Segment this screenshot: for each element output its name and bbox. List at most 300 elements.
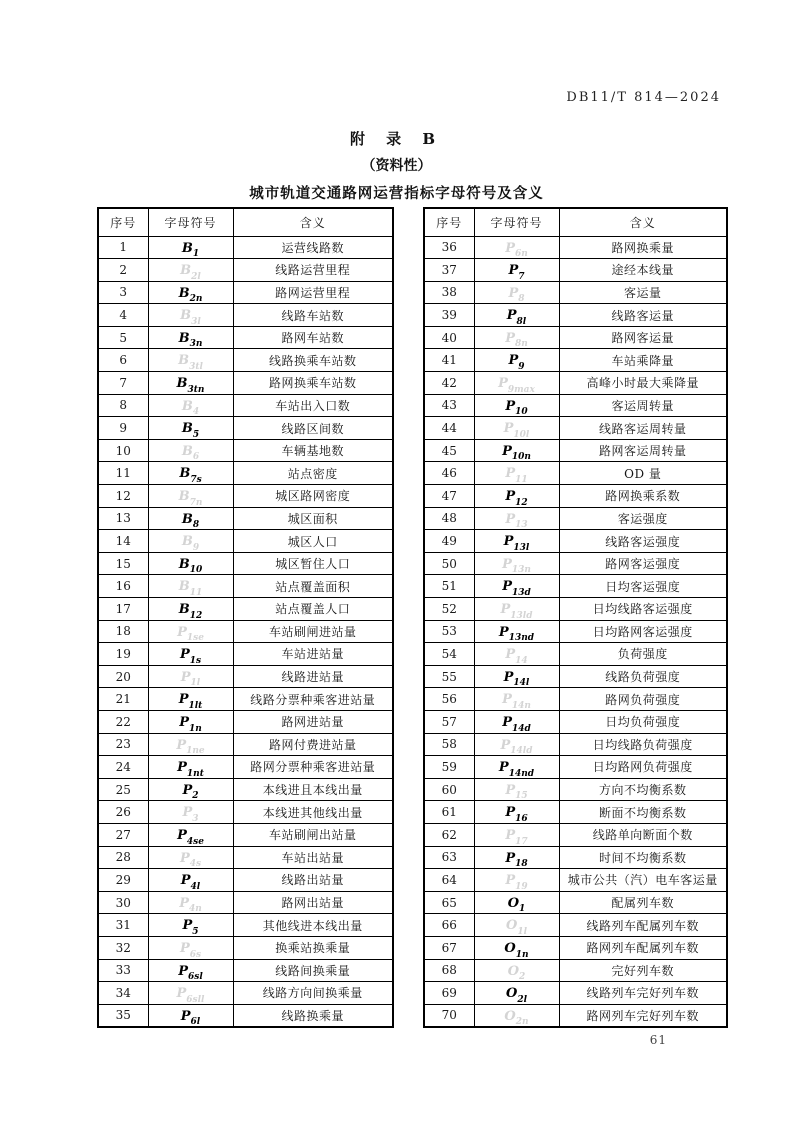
table-row [424, 778, 727, 801]
letter-symbol: $B_4$ [181, 398, 200, 417]
row-number: 10 [98, 439, 148, 462]
meaning-text: 车辆基地数 [233, 439, 393, 462]
meaning-text: 车站进站量 [233, 643, 393, 666]
table-row [424, 349, 727, 372]
symbol-cell [148, 688, 233, 711]
letter-symbol: $P_{6sll}$ [176, 986, 205, 1005]
row-number: 62 [424, 823, 474, 846]
meaning-text: 路网换乘系数 [559, 485, 727, 508]
row-number: 41 [424, 349, 474, 372]
symbol-cell [474, 417, 559, 440]
table-row [98, 891, 393, 914]
letter-symbol: $P_{10n}$ [502, 443, 531, 462]
table-row [424, 236, 727, 259]
meaning-text: 线路间换乘量 [233, 959, 393, 982]
row-number: 19 [98, 643, 148, 666]
row-number: 23 [98, 733, 148, 756]
row-number: 32 [98, 936, 148, 959]
table-row [424, 688, 727, 711]
table-row [424, 733, 727, 756]
symbol-cell [474, 552, 559, 575]
row-number: 15 [98, 552, 148, 575]
table-row [424, 710, 727, 733]
table-row [424, 485, 727, 508]
row-number: 44 [424, 417, 474, 440]
letter-symbol: $P_{1l}$ [180, 669, 201, 688]
table-row [98, 530, 393, 553]
table-row [424, 530, 727, 553]
symbol-cell [474, 394, 559, 417]
meaning-text: 线路换乘量 [233, 1004, 393, 1027]
symbol-cell [148, 575, 233, 598]
symbol-cell [148, 801, 233, 824]
letter-symbol: $P_{13ld}$ [500, 602, 533, 621]
meaning-text: 路网列车完好列车数 [559, 1004, 727, 1027]
letter-symbol: $B_{11}$ [178, 579, 203, 598]
symbol-cell [148, 439, 233, 462]
symbol-cell [474, 281, 559, 304]
meaning-text: 高峰小时最大乘降量 [559, 372, 727, 395]
meaning-text: 线路负荷强度 [559, 665, 727, 688]
row-number: 11 [98, 462, 148, 485]
meaning-text: 方向不均衡系数 [559, 778, 727, 801]
letter-symbol: $B_5$ [181, 421, 200, 440]
table-row [424, 1004, 727, 1027]
symbol-cell [474, 643, 559, 666]
header-meaning: 含义 [559, 208, 727, 236]
table-row [98, 936, 393, 959]
meaning-text: 线路客运周转量 [559, 417, 727, 440]
letter-symbol: $P_{6l}$ [180, 1008, 201, 1028]
meaning-text: 车站刷闸进站量 [233, 620, 393, 643]
meaning-text: 线路进站量 [233, 665, 393, 688]
row-number: 67 [424, 936, 474, 959]
row-number: 37 [424, 259, 474, 282]
symbol-cell [474, 710, 559, 733]
table-row [424, 643, 727, 666]
meaning-text: 线路运营里程 [233, 259, 393, 282]
row-number: 48 [424, 507, 474, 530]
meaning-text: 线路列车配属列车数 [559, 914, 727, 937]
row-number: 56 [424, 688, 474, 711]
meaning-text: 日均客运强度 [559, 575, 727, 598]
table-row [424, 959, 727, 982]
letter-symbol: $P_{14nd}$ [498, 760, 535, 779]
row-number: 8 [98, 394, 148, 417]
row-number: 39 [424, 304, 474, 327]
header-symbol: 字母符号 [474, 208, 559, 236]
meaning-text: 城区暂住人口 [233, 552, 393, 575]
table-row [98, 236, 393, 259]
row-number: 12 [98, 485, 148, 508]
symbol-cell [474, 620, 559, 643]
row-number: 53 [424, 620, 474, 643]
symbol-cell [148, 304, 233, 327]
table-row [98, 349, 393, 372]
table-row [424, 507, 727, 530]
table-row [424, 936, 727, 959]
meaning-text: 客运强度 [559, 507, 727, 530]
meaning-text: 完好列车数 [559, 959, 727, 982]
symbol-cell [148, 598, 233, 621]
letter-symbol: $B_1$ [181, 240, 200, 259]
table-row [98, 462, 393, 485]
symbol-cell [148, 643, 233, 666]
meaning-text: 日均路网负荷强度 [559, 756, 727, 779]
row-number: 65 [424, 891, 474, 914]
row-number: 34 [98, 982, 148, 1005]
meaning-text: 线路区间数 [233, 417, 393, 440]
row-number: 58 [424, 733, 474, 756]
meaning-text: 其他线进本线出量 [233, 914, 393, 937]
symbol-cell [474, 259, 559, 282]
table-row [424, 372, 727, 395]
letter-symbol: $O_{1n}$ [504, 940, 529, 959]
row-number: 46 [424, 462, 474, 485]
symbol-cell [474, 326, 559, 349]
table-row [98, 394, 393, 417]
letter-symbol: $P_{4s}$ [179, 850, 202, 869]
header-symbol: 字母符号 [148, 208, 233, 236]
symbol-cell [148, 733, 233, 756]
table-header-row [98, 208, 393, 236]
meaning-text: 车站乘降量 [559, 349, 727, 372]
letter-symbol: $P_{4n}$ [179, 895, 202, 914]
symbol-cell [148, 259, 233, 282]
meaning-text: 线路车站数 [233, 304, 393, 327]
symbol-cell [474, 936, 559, 959]
meaning-text: 路网换乘量 [559, 236, 727, 259]
row-number: 18 [98, 620, 148, 643]
symbol-cell [474, 485, 559, 508]
letter-symbol: $P_{4se}$ [177, 827, 204, 847]
row-number: 52 [424, 598, 474, 621]
meaning-text: 日均负荷强度 [559, 710, 727, 733]
meaning-text: 线路列车完好列车数 [559, 982, 727, 1005]
letter-symbol: $O_2$ [507, 963, 526, 982]
row-number: 6 [98, 349, 148, 372]
meaning-text: 路网进站量 [233, 710, 393, 733]
meaning-text: 路网列车配属列车数 [559, 936, 727, 959]
symbol-cell [474, 665, 559, 688]
table-row [424, 304, 727, 327]
row-number: 64 [424, 869, 474, 892]
row-number: 24 [98, 756, 148, 779]
letter-symbol: $B_{12}$ [178, 602, 203, 621]
table-row [424, 259, 727, 282]
row-number: 27 [98, 823, 148, 846]
table-row [98, 982, 393, 1005]
row-number: 20 [98, 665, 148, 688]
row-number: 63 [424, 846, 474, 869]
meaning-text: 城区路网密度 [233, 485, 393, 508]
symbol-cell [474, 372, 559, 395]
row-number: 17 [98, 598, 148, 621]
meaning-text: 城区面积 [233, 507, 393, 530]
meaning-text: 断面不均衡系数 [559, 801, 727, 824]
table-row [424, 982, 727, 1005]
symbol-cell [474, 846, 559, 869]
letter-symbol: $B_{7n}$ [178, 489, 203, 508]
letter-symbol: $P_{4l}$ [180, 873, 201, 892]
symbol-cell [474, 914, 559, 937]
symbol-cell [474, 733, 559, 756]
symbol-cell [148, 552, 233, 575]
row-number: 45 [424, 439, 474, 462]
letter-symbol: $O_1$ [507, 895, 526, 914]
row-number: 28 [98, 846, 148, 869]
letter-symbol: $P_{8n}$ [505, 330, 528, 349]
letter-symbol: $B_{2l}$ [180, 263, 201, 282]
letter-symbol: $B_{3n}$ [178, 330, 203, 349]
row-number: 25 [98, 778, 148, 801]
symbol-cell [148, 620, 233, 643]
table-row [98, 507, 393, 530]
table-row [98, 439, 393, 462]
letter-symbol: $P_{13l}$ [503, 534, 530, 553]
symbol-cell [148, 236, 233, 259]
meaning-text: 日均线路客运强度 [559, 598, 727, 621]
row-number: 38 [424, 281, 474, 304]
symbol-cell [148, 394, 233, 417]
table-row [98, 846, 393, 869]
meaning-text: 线路分票种乘客进站量 [233, 688, 393, 711]
row-number: 59 [424, 756, 474, 779]
meaning-text: OD 量 [559, 462, 727, 485]
symbol-cell [474, 959, 559, 982]
appendix-title: 附 录 B [349, 130, 444, 148]
row-number: 16 [98, 575, 148, 598]
row-number: 68 [424, 959, 474, 982]
symbol-cell [148, 756, 233, 779]
letter-symbol: $P_{1nt}$ [177, 760, 204, 779]
meaning-text: 日均线路负荷强度 [559, 733, 727, 756]
table-row [424, 801, 727, 824]
row-number: 30 [98, 891, 148, 914]
meaning-text: 路网运营里程 [233, 281, 393, 304]
page-number: 61 [649, 1033, 667, 1047]
letter-symbol: $P_{1s}$ [179, 647, 202, 666]
table-row [424, 417, 727, 440]
row-number: 70 [424, 1004, 474, 1027]
meaning-text: 配属列车数 [559, 891, 727, 914]
meaning-text: 线路方向间换乘量 [233, 982, 393, 1005]
row-number: 66 [424, 914, 474, 937]
meaning-text: 本线进且本线出量 [233, 778, 393, 801]
table-row [98, 598, 393, 621]
symbol-cell [148, 891, 233, 914]
letter-symbol: $P_{1lt}$ [178, 692, 203, 711]
symbol-cell [148, 869, 233, 892]
header-no: 序号 [424, 208, 474, 236]
meaning-text: 运营线路数 [233, 236, 393, 259]
letter-symbol: $P_{14d}$ [502, 714, 531, 734]
letter-symbol: $P_{13}$ [505, 511, 528, 530]
table-row [98, 372, 393, 395]
letter-symbol: $B_9$ [181, 534, 200, 553]
symbol-cell [148, 326, 233, 349]
letter-symbol: $P_{14l}$ [503, 669, 530, 688]
symbol-cell [474, 801, 559, 824]
table-row [98, 688, 393, 711]
row-number: 7 [98, 372, 148, 395]
letter-symbol: $P_{6sl}$ [178, 963, 203, 982]
symbol-cell [474, 982, 559, 1005]
table-row [98, 417, 393, 440]
titles-block [0, 128, 793, 203]
letter-symbol: $B_{2n}$ [178, 285, 203, 304]
meaning-text: 路网客运量 [559, 326, 727, 349]
meaning-text: 线路出站量 [233, 869, 393, 892]
symbol-table-right [423, 207, 728, 1028]
meaning-text: 路网付费进站量 [233, 733, 393, 756]
header-no: 序号 [98, 208, 148, 236]
table-row [424, 326, 727, 349]
letter-symbol: $P_{1ne}$ [176, 737, 205, 756]
row-number: 47 [424, 485, 474, 508]
table-row [424, 823, 727, 846]
row-number: 50 [424, 552, 474, 575]
row-number: 4 [98, 304, 148, 327]
table-row [98, 710, 393, 733]
meaning-text: 换乘站换乘量 [233, 936, 393, 959]
symbol-cell [148, 485, 233, 508]
row-number: 1 [98, 236, 148, 259]
row-number: 14 [98, 530, 148, 553]
table-row [98, 914, 393, 937]
letter-symbol: $P_{14ld}$ [500, 737, 533, 756]
symbol-cell [148, 372, 233, 395]
row-number: 9 [98, 417, 148, 440]
meaning-text: 路网分票种乘客进站量 [233, 756, 393, 779]
meaning-text: 城市公共（汽）电车客运量 [559, 869, 727, 892]
row-number: 29 [98, 869, 148, 892]
table-row [98, 552, 393, 575]
symbol-table-left [97, 207, 394, 1028]
letter-symbol: $P_2$ [182, 782, 199, 801]
symbol-cell [474, 530, 559, 553]
symbol-cell [148, 936, 233, 959]
table-row [424, 869, 727, 892]
symbol-cell [474, 869, 559, 892]
row-number: 49 [424, 530, 474, 553]
row-number: 2 [98, 259, 148, 282]
symbol-cell [474, 462, 559, 485]
table-row [98, 1004, 393, 1027]
table-row [424, 665, 727, 688]
letter-symbol: $P_{13d}$ [502, 579, 531, 598]
table-row [424, 891, 727, 914]
symbol-cell [474, 778, 559, 801]
letter-symbol: $B_{10}$ [178, 556, 203, 575]
symbol-cell [148, 959, 233, 982]
row-number: 69 [424, 982, 474, 1005]
symbol-cell [148, 665, 233, 688]
symbol-cell [148, 281, 233, 304]
table-row [424, 552, 727, 575]
row-number: 22 [98, 710, 148, 733]
meaning-text: 时间不均衡系数 [559, 846, 727, 869]
letter-symbol: $P_5$ [182, 918, 199, 937]
letter-symbol: $P_9$ [508, 353, 525, 372]
meaning-text: 路网换乘车站数 [233, 372, 393, 395]
meaning-text: 车站出入口数 [233, 394, 393, 417]
symbol-cell [148, 778, 233, 801]
table-row [98, 485, 393, 508]
meaning-text: 车站刷闸出站量 [233, 823, 393, 846]
letter-symbol: $P_{15}$ [505, 782, 528, 801]
letter-symbol: $P_{9max}$ [498, 376, 535, 395]
table-row [98, 304, 393, 327]
symbol-cell [474, 575, 559, 598]
meaning-text: 城区人口 [233, 530, 393, 553]
symbol-cell [474, 349, 559, 372]
letter-symbol: $O_{2n}$ [504, 1008, 529, 1028]
row-number: 51 [424, 575, 474, 598]
table-row [424, 281, 727, 304]
meaning-text: 本线进其他线出量 [233, 801, 393, 824]
letter-symbol: $O_{2l}$ [505, 986, 527, 1005]
symbol-cell [474, 891, 559, 914]
row-number: 13 [98, 507, 148, 530]
meaning-text: 路网客运强度 [559, 552, 727, 575]
row-number: 54 [424, 643, 474, 666]
meaning-text: 日均路网客运强度 [559, 620, 727, 643]
letter-symbol: $P_{6s}$ [179, 940, 202, 959]
letter-symbol: $P_{18}$ [505, 850, 528, 869]
doc-number: DB11/T 814—2024 [566, 90, 721, 105]
table-row [98, 869, 393, 892]
letter-symbol: $P_{10}$ [505, 398, 528, 417]
row-number: 26 [98, 801, 148, 824]
letter-symbol: $B_8$ [181, 511, 200, 530]
row-number: 36 [424, 236, 474, 259]
symbol-cell [474, 1004, 559, 1027]
table-row [424, 394, 727, 417]
meaning-text: 站点覆盖人口 [233, 598, 393, 621]
letter-symbol: $B_{7s}$ [179, 466, 202, 485]
letter-symbol: $P_{1n}$ [179, 714, 202, 734]
letter-symbol: $P_{10l}$ [503, 421, 530, 440]
symbol-cell [148, 349, 233, 372]
row-number: 21 [98, 688, 148, 711]
symbol-cell [474, 688, 559, 711]
symbol-cell [148, 846, 233, 869]
letter-symbol: $P_{12}$ [505, 489, 528, 508]
letter-symbol: $P_{11}$ [505, 466, 528, 485]
table-row [98, 959, 393, 982]
table-row [98, 756, 393, 779]
table-row [424, 846, 727, 869]
table-row [424, 620, 727, 643]
table-header-row [424, 208, 727, 236]
row-number: 55 [424, 665, 474, 688]
meaning-text: 路网负荷强度 [559, 688, 727, 711]
symbol-cell [474, 236, 559, 259]
letter-symbol: $P_{16}$ [505, 805, 528, 824]
meaning-text: 途经本线量 [559, 259, 727, 282]
letter-symbol: $B_{3tl}$ [178, 353, 203, 372]
table-row [98, 733, 393, 756]
meaning-text: 站点密度 [233, 462, 393, 485]
row-number: 40 [424, 326, 474, 349]
symbol-cell [148, 914, 233, 937]
table-row [98, 801, 393, 824]
symbol-cell [474, 439, 559, 462]
symbol-cell [148, 1004, 233, 1027]
table-row [424, 462, 727, 485]
row-number: 42 [424, 372, 474, 395]
